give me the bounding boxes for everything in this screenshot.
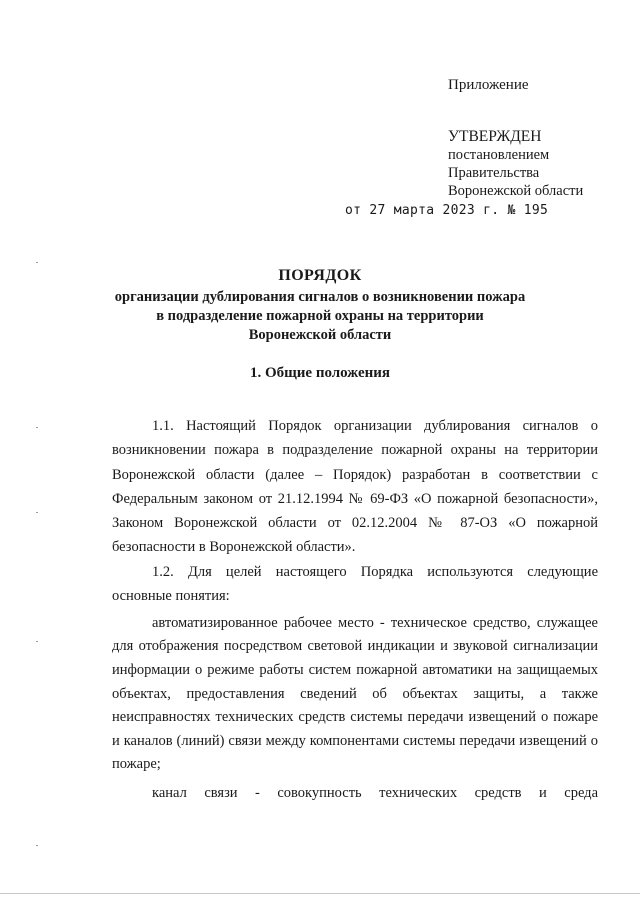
document-body	[112, 414, 598, 805]
scan-artifact-dot	[36, 845, 38, 846]
scan-artifact-dot	[36, 641, 38, 642]
decree-date-stamp: от 27 марта 2023 г. № 195	[345, 203, 549, 218]
document-subtitle-line-1: организации дублирования сигналов о возникновении пожара	[114, 289, 526, 305]
paragraph-1-2: 1.2. Для целей настоящего Порядка используются следующие основные понятия:	[112, 563, 598, 604]
document-subtitle-line-3: Воронежской области	[248, 327, 392, 343]
approved-label: УТВЕРЖДЕН	[448, 128, 542, 145]
scan-edge-line	[0, 893, 640, 894]
approval-block	[448, 127, 628, 200]
document-title-block	[20, 266, 620, 345]
approved-line-government: Правительства	[448, 165, 540, 181]
section-heading: 1. Общие положения	[249, 365, 391, 381]
approved-line-resolution: постановлением	[448, 147, 550, 163]
definition-workstation: автоматизированное рабочее место - техническое средство, служащее для отображения посредством световой индикации и звуковой сигнализации информации о режиме работы систем пожарной автоматики на защищаемых объектах, предоставления сведений об объектах защиты, а также неисправностях технических средств системы передачи извещений о пожаре и каналов (линий) связи между компонентами системы передачи извещений о пожаре;	[112, 614, 598, 773]
document-subtitle-line-2: в подразделение пожарной охраны на территории	[156, 308, 484, 324]
approved-line-region: Воронежской области	[448, 183, 584, 199]
paragraph-1-1: 1.1. Настоящий Порядок организации дублирования сигналов о возникновении пожара в подразделение пожарной охраны на территории Воронежской области (далее – Порядок) разработан в соответствии с Федеральным законом от 21.12.1994 № 69-ФЗ «О пожарной безопасности», Законом Воронежской области от 02.12.2004 № 87-ОЗ «О пожарной безопасности в Воронежской области».	[112, 418, 598, 556]
scan-artifact-dot	[36, 262, 38, 263]
definition-communication-channel: канал связи - совокупность технических средств и среда	[152, 784, 598, 801]
appendix-label: Приложение	[448, 77, 529, 93]
scan-artifact-dot	[36, 512, 38, 513]
document-title: ПОРЯДОК	[278, 267, 362, 284]
scan-artifact-dot	[36, 427, 38, 428]
